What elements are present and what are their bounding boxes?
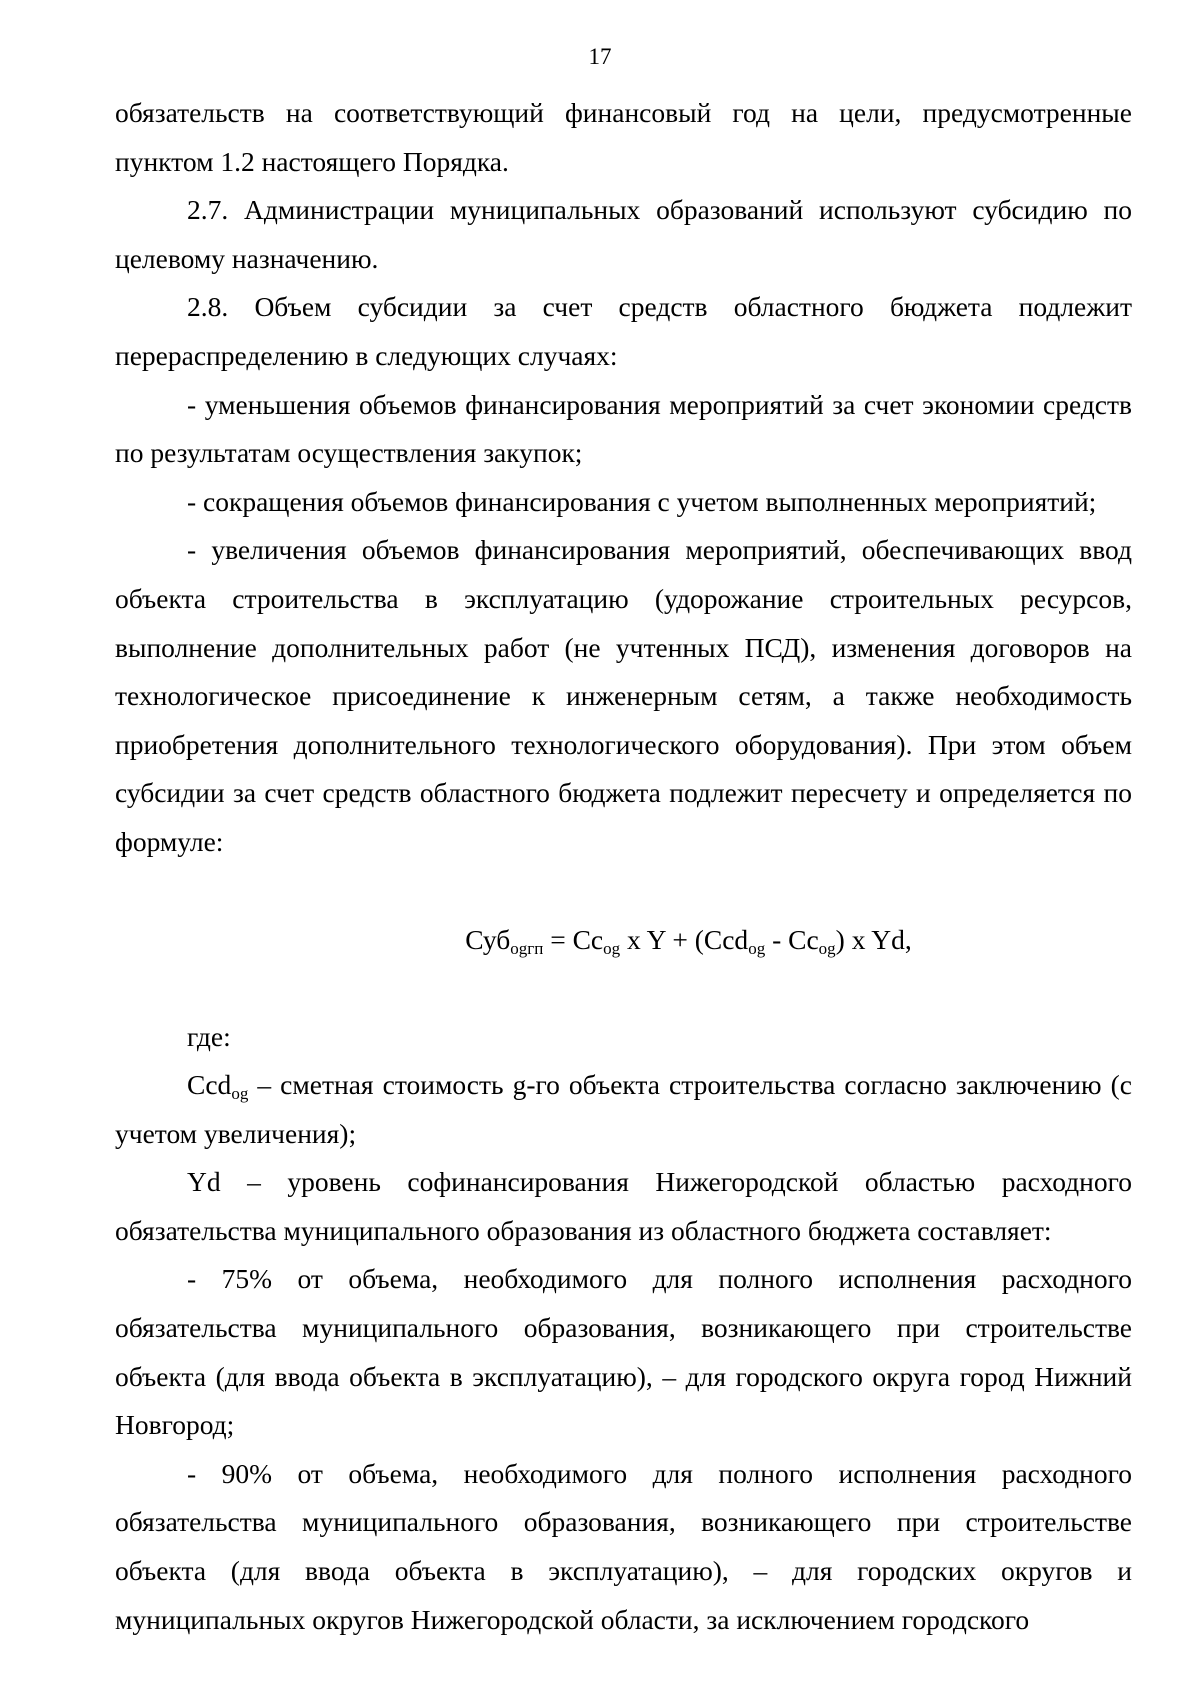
list-item-reduction-completed: - сокращения объемов финансирования с учетом выполненных мероприятий; <box>187 485 1097 517</box>
paragraph-2-8: 2.8. Объем субсидии за счет средств областного бюджета подлежит перераспределению в следующих случаях: <box>115 291 1132 371</box>
ccd-term: Ccd <box>187 1069 232 1101</box>
list-item-increase-financing: - увеличения объемов финансирования мероприятий, обеспечивающих ввод объекта строительства в эксплуатацию (удорожание строительных ресурсов, выполнение дополнительных работ (не учтенных ПСД), изменения договоров на технологическое присоединение к инженерным сетям, а также необходимость приобретения дополнительного технологического оборудования). При этом объем субсидии за счет средств областного бюджета подлежит пересчету и определяется по формуле: <box>115 534 1132 857</box>
formula-minus: - Cc <box>765 923 819 955</box>
paragraph-2-7: 2.7. Администрации муниципальных образований используют субсидию по целевому назначению. <box>115 194 1132 274</box>
formula-lhs: Суб <box>465 923 511 955</box>
formula-eq: = Cc <box>543 923 604 955</box>
ccd-term-subscript: og <box>231 1084 249 1104</box>
list-item-75-percent: - 75% от объема, необходимого для полного исполнения расходного обязательства муниципального образования, возникающего при строительстве объекта (для ввода объекта в эксплуатацию), – для городского округа город Нижний Новгород; <box>115 1263 1132 1441</box>
definition-ccd <box>115 1061 1132 1158</box>
formula-lhs-subscript: ogгп <box>510 938 544 958</box>
list-item-reduction-procurement: - уменьшения объемов финансирования мероприятий за счет экономии средств по результатам осуществления закупок; <box>115 388 1132 469</box>
ccd-description: – сметная стоимость g-го объекта строительства согласно заключению (с учетом увеличения); <box>115 1069 1132 1149</box>
formula-cc-subscript-2: og <box>818 938 836 958</box>
formula-cc-subscript: og <box>603 938 621 958</box>
formula-tail: ) x Yd, <box>835 923 912 955</box>
document-body <box>115 89 1132 1644</box>
list-item-90-percent: - 90% от объема, необходимого для полного исполнения расходного обязательства муниципального образования, возникающего при строительстве объекта (для ввода объекта в эксплуатацию), – для городских округов и муниципальных округов Нижегородской области, за исключением городского <box>115 1457 1132 1635</box>
definition-yd: Yd – уровень софинансирования Нижегородской областью расходного обязательства муниципального образования из областного бюджета составляет: <box>115 1166 1132 1246</box>
where-label: где: <box>187 1020 231 1052</box>
formula-ccd-subscript: og <box>748 938 766 958</box>
page-number: 17 <box>588 44 612 69</box>
paragraph-obligations-continuation: обязательств на соответствующий финансовый год на цели, предусмотренные пунктом 1.2 настоящего Порядка. <box>115 97 1132 177</box>
formula-mid: x Y + (Ccd <box>620 923 749 955</box>
subsidy-formula <box>115 867 1132 1013</box>
